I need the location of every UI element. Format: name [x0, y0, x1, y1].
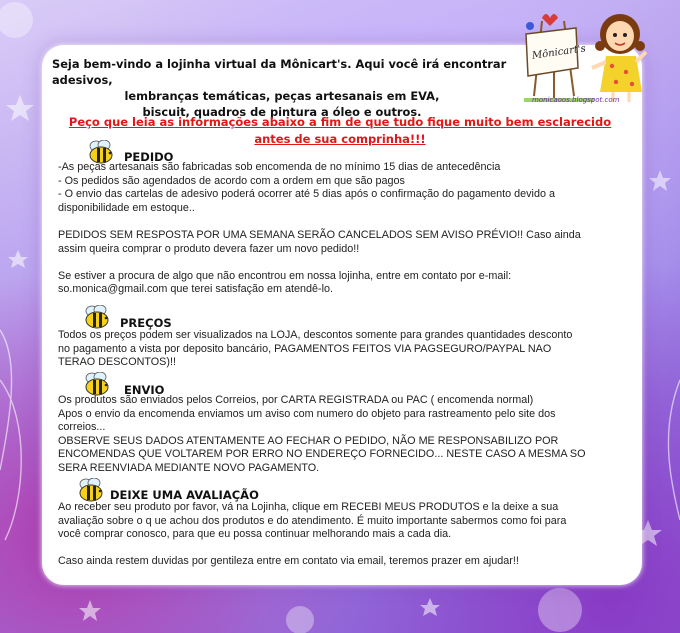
bee-icon — [82, 305, 112, 329]
section-title-envio: ENVIO — [124, 383, 165, 397]
section-title-precos: PREÇOS — [120, 316, 172, 330]
welcome-line: Seja bem-vindo a lojinha virtual da Mônicart's. Aqui você irá encontrar adesivos, — [52, 57, 507, 87]
welcome-line: biscuit, quadros de pintura a óleo e outros. — [142, 105, 422, 119]
section-body-precos — [58, 329, 623, 370]
text-line: - Os pedidos são agendados de acordo com a ordem em que são pagos — [58, 174, 405, 187]
welcome-line: lembranças temáticas, peças artesanais em EVA, — [124, 89, 440, 103]
monicarts-logo — [512, 6, 652, 106]
welcome-message — [52, 56, 512, 120]
text-line: SERA REENVIADA MEDIANTE NOVO PAGAMENTO. — [58, 461, 320, 474]
text-line: Caso ainda restem duvidas por gentileza entre em contato via email, teremos prazer em ajudar!! — [58, 555, 519, 568]
section-body-avaliacao — [58, 501, 623, 569]
logo-sign-text: Mônicart's — [531, 43, 587, 62]
text-line: Os produtos são enviados pelos Correios, por CARTA REGISTRADA ou PAC ( encomenda normal) — [58, 394, 534, 406]
text-line: disponibilidade em estoque.. — [58, 201, 195, 214]
text-line: TERAO DESCONTOS)!! — [58, 356, 176, 369]
star-icon — [6, 95, 34, 121]
spacer — [58, 256, 623, 270]
spacer — [58, 215, 623, 229]
text-line: ENCOMENDAS QUE VOLTAREM POR ERRO NO ENDEREÇO FORNECIDO... NESTE CASO A MESMA SO — [58, 448, 586, 461]
star-icon — [8, 250, 28, 268]
bubble-decoration — [0, 2, 33, 38]
text-line: OBSERVE SEUS DADOS ATENTAMENTE AO FECHAR O PEDIDO, NÃO ME RESPONSABILIZO POR — [58, 434, 559, 447]
section-title-avaliacao: DEIXE UMA AVALIAÇÃO — [110, 488, 259, 502]
notice-line: Peço que leia as informações abaixo a fim de que tudo fique muito bem esclarecido — [68, 115, 612, 129]
swirl-decoration — [668, 380, 680, 520]
section-body-pedido — [58, 161, 623, 297]
spacer — [58, 542, 623, 556]
text-line: Ao receber seu produto por favor, vá na Lojinha, clique em RECEBI MEUS PRODUTOS e la deixe a sua — [58, 501, 559, 513]
section-body-envio — [58, 394, 623, 476]
bee-icon — [82, 372, 112, 396]
text-line: correios... — [58, 421, 106, 434]
girl-illustration — [592, 14, 646, 102]
section-title-pedido: PEDIDO — [124, 150, 174, 164]
bee-icon — [76, 478, 106, 502]
text-line: Apos o envio da encomenda enviamos um aviso com numero do objeto para rastreamento pelo site dos — [58, 407, 556, 420]
notice-line: antes de sua comprinha!!! — [254, 132, 426, 146]
text-line: no pagamento a vista por deposito bancário, PAGAMENTOS FEITOS VIA PAGSEGURO/PAYPAL NAO — [58, 342, 552, 355]
text-line: so.monica@gmail.com que terei satisfação em atendê-lo. — [58, 283, 334, 296]
bubble-decoration — [286, 606, 314, 633]
bubble-decoration — [538, 588, 582, 632]
text-line: Todos os preços podem ser visualizados na LOJA, descontos somente para grandes quantidades desconto — [58, 329, 573, 341]
text-line: - O envio das cartelas de adesivo poderá ocorrer até 5 dias após o confirmação do pagamento devido a — [58, 188, 555, 201]
text-line: -As peças artesanais são fabricadas sob encomenda de no mínimo 15 dias de antecedência — [58, 161, 501, 173]
text-line: PEDIDOS SEM RESPOSTA POR UMA SEMANA SERÃO CANCELADOS SEM AVISO PRÉVIO!! Caso ainda — [58, 228, 581, 241]
easel-illustration — [524, 14, 594, 102]
logo-caption: monicaoos.blogspot.com — [532, 96, 620, 104]
star-icon — [79, 600, 101, 621]
text-line: Se estiver a procura de algo que não encontrou em nossa lojinha, entre em contato por e-mail: — [58, 269, 512, 282]
star-icon — [649, 170, 671, 191]
notice-message — [60, 114, 620, 148]
swirl-decoration — [0, 330, 12, 470]
star-icon — [420, 598, 440, 616]
text-line: avaliação sobre o q ue achou dos produtos e do atendimento. É muito importante sabermos como foi para — [58, 514, 567, 527]
text-line: assim queira comprar o produto devera fazer um novo pedido!! — [58, 242, 360, 255]
text-line: você comprar conosco, para que eu possa continuar melhorando mais a cada dia. — [58, 528, 452, 541]
